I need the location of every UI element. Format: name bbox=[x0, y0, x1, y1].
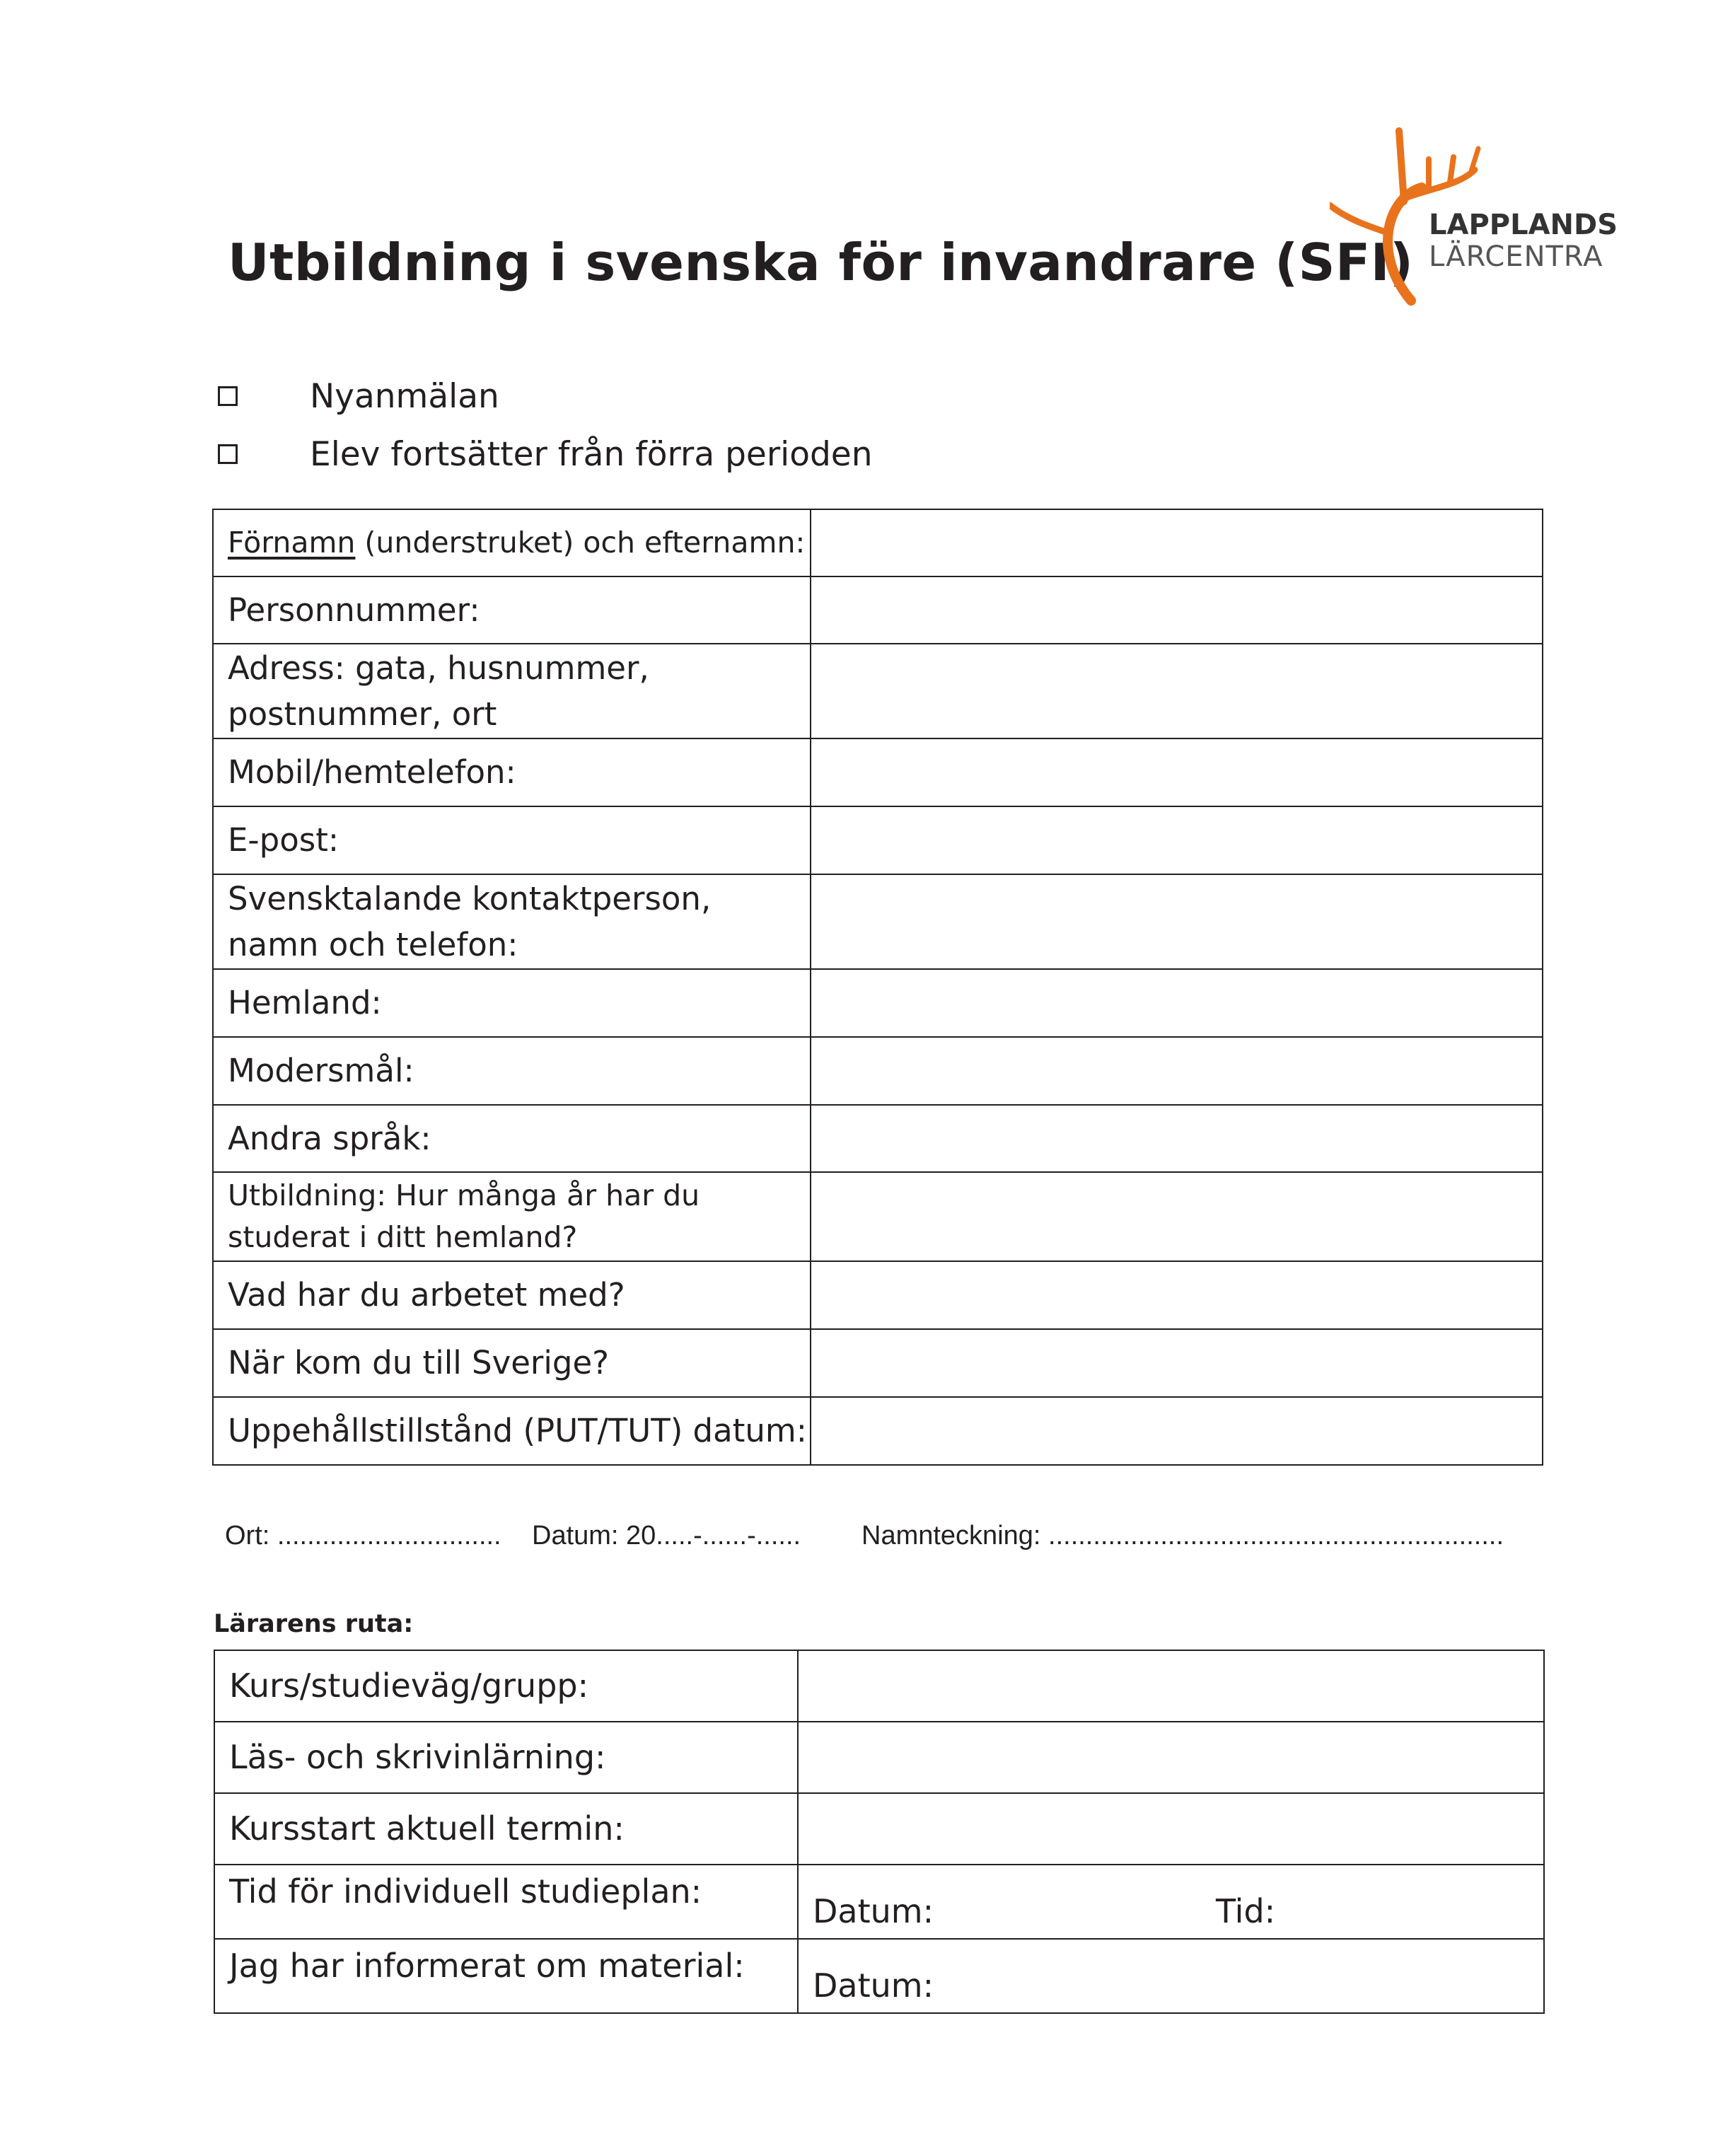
table-row bbox=[214, 1793, 1544, 1865]
other-languages-input-cell[interactable] bbox=[811, 1105, 1543, 1172]
tid-label: Tid: bbox=[1216, 1892, 1276, 1931]
field-label: Svensktalande kontaktperson, namn och telefon: bbox=[213, 874, 811, 969]
teacher-section-heading: Lärarens ruta: bbox=[214, 1610, 414, 1638]
table-row bbox=[213, 806, 1543, 874]
name-label bbox=[213, 509, 811, 576]
table-row bbox=[213, 738, 1543, 806]
table-row bbox=[214, 1722, 1544, 1793]
option-label: Nyanmälan bbox=[310, 376, 499, 416]
table-row bbox=[213, 1037, 1543, 1105]
page-title: Utbildning i svenska för invandrare (SFI) bbox=[228, 233, 1414, 292]
address-input-cell[interactable] bbox=[811, 644, 1543, 738]
field-label: Personnummer: bbox=[213, 576, 811, 644]
mother-tongue-input-cell[interactable] bbox=[811, 1037, 1543, 1105]
checkbox-continuing-student[interactable] bbox=[218, 444, 238, 464]
work-experience-input-cell[interactable] bbox=[811, 1261, 1543, 1329]
field-label: Mobil/hemtelefon: bbox=[213, 738, 811, 806]
datum-label: Datum: bbox=[813, 1966, 934, 2005]
table-row bbox=[213, 874, 1543, 969]
option-new-registration[interactable] bbox=[218, 375, 499, 417]
teacher-table bbox=[214, 1650, 1545, 2014]
logo-line1: LAPPLANDS bbox=[1429, 209, 1618, 241]
table-row bbox=[214, 1650, 1544, 1722]
field-label: Vad har du arbetet med? bbox=[213, 1261, 811, 1329]
material-info-input-cell[interactable] bbox=[798, 1939, 1544, 2013]
email-input-cell[interactable] bbox=[811, 806, 1543, 874]
signature-field[interactable]: Namnteckning: ............................................................. bbox=[861, 1521, 1504, 1551]
teacher-field-label: Tid för individuell studieplan: bbox=[214, 1865, 798, 1939]
personnummer-input-cell[interactable] bbox=[811, 576, 1543, 644]
course-input-cell[interactable] bbox=[798, 1650, 1544, 1722]
arrival-date-input-cell[interactable] bbox=[811, 1329, 1543, 1397]
teacher-field-label: Jag har informerat om material: bbox=[214, 1939, 798, 2013]
table-row bbox=[213, 1397, 1543, 1465]
field-label: Andra språk: bbox=[213, 1105, 811, 1172]
student-info-table bbox=[212, 509, 1543, 1466]
table-row bbox=[214, 1939, 1544, 2013]
teacher-field-label: Kursstart aktuell termin: bbox=[214, 1793, 798, 1865]
name-input-cell[interactable] bbox=[811, 509, 1543, 576]
course-start-input-cell[interactable] bbox=[798, 1793, 1544, 1865]
datum-label: Datum: bbox=[813, 1892, 934, 1931]
option-continuing-student[interactable] bbox=[218, 433, 873, 475]
phone-input-cell[interactable] bbox=[811, 738, 1543, 806]
literacy-input-cell[interactable] bbox=[798, 1722, 1544, 1793]
lapplands-larcentra-logo bbox=[1330, 120, 1618, 311]
education-input-cell[interactable] bbox=[811, 1172, 1543, 1261]
name-label-rest: (understruket) och efternamn: bbox=[355, 525, 806, 560]
study-plan-input-cell[interactable] bbox=[798, 1865, 1544, 1939]
checkbox-new-registration[interactable] bbox=[218, 386, 238, 406]
table-row bbox=[213, 969, 1543, 1037]
datum-field[interactable]: Datum: 20.....-......-...... bbox=[532, 1521, 801, 1551]
option-label: Elev fortsätter från förra perioden bbox=[310, 434, 873, 474]
first-name-underlined: Förnamn bbox=[228, 525, 356, 560]
table-row bbox=[214, 1865, 1544, 1939]
teacher-field-label: Kurs/studieväg/grupp: bbox=[214, 1650, 798, 1722]
table-row bbox=[213, 644, 1543, 738]
table-row bbox=[213, 509, 1543, 576]
teacher-field-label: Läs- och skrivinlärning: bbox=[214, 1722, 798, 1793]
field-label: E-post: bbox=[213, 806, 811, 874]
table-row bbox=[213, 1105, 1543, 1172]
logo-line2: LÄRCENTRA bbox=[1429, 240, 1603, 273]
ort-field[interactable]: Ort: .............................. bbox=[225, 1521, 501, 1551]
table-row bbox=[213, 1329, 1543, 1397]
home-country-input-cell[interactable] bbox=[811, 969, 1543, 1037]
table-row bbox=[213, 1172, 1543, 1261]
field-label: Uppehållstillstånd (PUT/TUT) datum: bbox=[213, 1397, 811, 1465]
field-label: Utbildning: Hur många år har du studerat i ditt hemland? bbox=[213, 1172, 811, 1261]
contact-person-input-cell[interactable] bbox=[811, 874, 1543, 969]
field-label: Hemland: bbox=[213, 969, 811, 1037]
residence-permit-input-cell[interactable] bbox=[811, 1397, 1543, 1465]
table-row bbox=[213, 576, 1543, 644]
field-label: Adress: gata, husnummer, postnummer, ort bbox=[213, 644, 811, 738]
field-label: Modersmål: bbox=[213, 1037, 811, 1105]
table-row bbox=[213, 1261, 1543, 1329]
field-label: När kom du till Sverige? bbox=[213, 1329, 811, 1397]
